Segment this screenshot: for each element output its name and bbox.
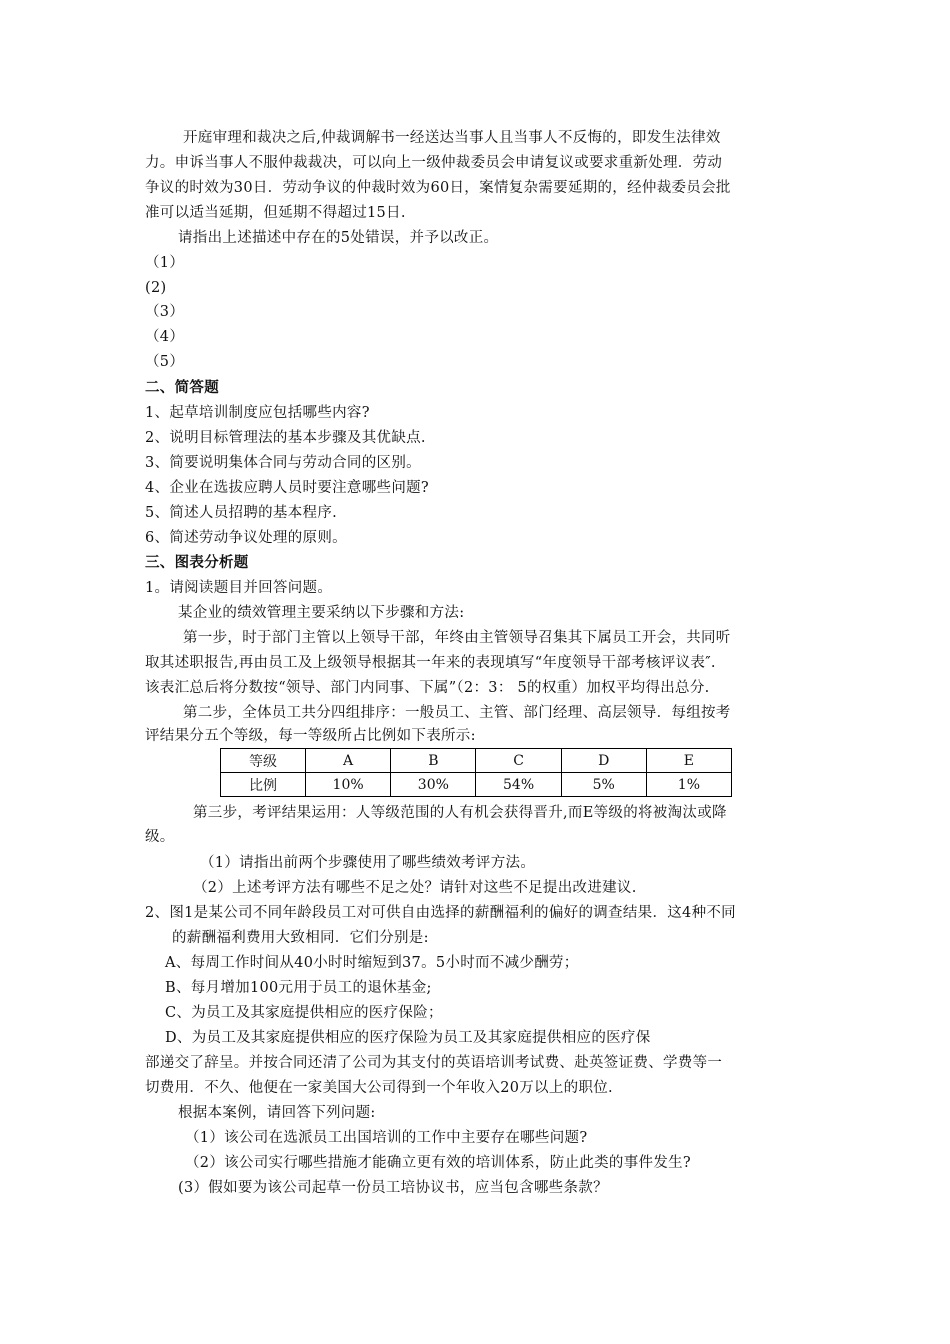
paragraph-line: 该表汇总后将分数按“领导、部门内同事、下属”（2：3： 5的权重）加权平均得出总分.	[145, 680, 710, 696]
table-cell: B	[391, 749, 476, 773]
table-header-cell: 等级	[221, 749, 306, 773]
paragraph-line: 第三步，考评结果运用：人等级范围的人有机会获得晋升,而E等级的将被淘汰或降	[193, 805, 727, 821]
grade-ratio-table	[220, 748, 732, 797]
paragraph-line: 准可以适当延期，但延期不得超过15日.	[145, 205, 406, 221]
question-item: 3、简要说明集体合同与劳动合同的区别。	[145, 455, 421, 471]
question-item: 2、说明目标管理法的基本步骤及其优缺点.	[145, 430, 426, 446]
question-item: 4、企业在选拔应聘人员时要注意哪些问题?	[145, 480, 429, 496]
instruction-line: 请指出上述描述中存在的5处错误，并予以改正。	[178, 230, 499, 246]
table-row	[221, 749, 732, 773]
table-cell: C	[476, 749, 561, 773]
paragraph-line: 争议的时效为30日．劳动争议的仲裁时效为60日，案情复杂需要延期的，经仲裁委员会批	[145, 180, 731, 196]
paragraph-line: 级。	[145, 829, 175, 845]
answer-item: (2)	[145, 280, 167, 296]
sub-question: （2）上述考评方法有哪些不足之处？请针对这些不足提出改进建议.	[193, 880, 637, 896]
paragraph-line: 部递交了辞呈。并按合同还清了公司为其支付的英语培训考试费、赴英签证费、学费等一	[145, 1055, 723, 1071]
paragraph-line: 开庭审理和裁决之后,仲裁调解书一经送达当事人且当事人不反悔的，即发生法律效	[183, 130, 721, 146]
table-cell: 30%	[391, 773, 476, 797]
answer-item: （4）	[145, 329, 185, 345]
paragraph-line: 根据本案例，请回答下列问题:	[178, 1105, 376, 1121]
paragraph-line: 第二步，全体员工共分四组排序：一般员工、主管、部门经理、高层领导．每组按考	[183, 705, 731, 721]
table-cell: A	[306, 749, 391, 773]
option-item: D、为员工及其家庭提供相应的医疗保险为员工及其家庭提供相应的医疗保	[165, 1030, 651, 1046]
paragraph-line: 第一步，时于部门主管以上领导干部，年终由主管领导召集其下属员工开会，共同听	[183, 630, 731, 646]
option-item: C、为员工及其家庭提供相应的医疗保险；	[165, 1005, 443, 1021]
table-cell: 10%	[306, 773, 391, 797]
question-item: 6、简述劳动争议处理的原则。	[145, 530, 347, 546]
section-heading: 二、简答题	[145, 380, 219, 396]
sub-question: （1）请指出前两个步骤使用了哪些绩效考评方法。	[200, 855, 536, 871]
paragraph-line: 切费用．不久、他便在一家美国大公司得到一个年收入20万以上的职位.	[145, 1080, 613, 1096]
paragraph-line: 力。申诉当事人不服仲裁裁决，可以向上一级仲裁委员会申请复议或要求重新处理．劳动	[145, 155, 723, 171]
paragraph-line: 的薪酬福利费用大致相同．它们分别是:	[172, 930, 429, 946]
table-cell: E	[646, 749, 731, 773]
table-cell: 1%	[646, 773, 731, 797]
table-cell: D	[561, 749, 646, 773]
answer-item: （5）	[145, 354, 185, 370]
option-item: A、每周工作时间从40小时时缩短到37。5小时而不减少酬劳；	[165, 955, 579, 971]
answer-item: （3）	[145, 304, 185, 320]
paragraph-line: 某企业的绩效管理主要采纳以下步骤和方法:	[178, 605, 465, 621]
table-cell: 5%	[561, 773, 646, 797]
paragraph-line: 取其述职报告,再由员工及上级领导根据其一年来的表现填写“年度领导干部考核评议表″.	[145, 655, 716, 671]
sub-question: (3）假如要为该公司起草一份员工培协议书，应当包含哪些条款？	[178, 1180, 608, 1196]
sub-question: （1）该公司在选派员工出国培训的工作中主要存在哪些问题?	[185, 1130, 588, 1146]
question-item: 1、起草培训制度应包括哪些内容?	[145, 405, 370, 421]
answer-item: （1）	[145, 255, 185, 271]
option-item: B、每月增加100元用于员工的退休基金;	[165, 980, 432, 996]
question-item: 1。请阅读题目并回答问题。	[145, 580, 333, 596]
section-heading: 三、图表分析题	[145, 555, 249, 571]
question-item: 5、简述人员招聘的基本程序.	[145, 505, 338, 521]
sub-question: （2）该公司实行哪些措施才能确立更有效的培训体系，防止此类的事件发生?	[185, 1155, 691, 1171]
table-row	[221, 773, 732, 797]
table-header-cell: 比例	[221, 773, 306, 797]
paragraph-line: 评结果分五个等级，每一等级所占比例如下表所示:	[145, 728, 476, 744]
table-cell: 54%	[476, 773, 561, 797]
question-item: 2、图1是某公司不同年龄段员工对可供自由选择的薪酬福利的偏好的调查结果．这4种不同	[145, 905, 736, 921]
